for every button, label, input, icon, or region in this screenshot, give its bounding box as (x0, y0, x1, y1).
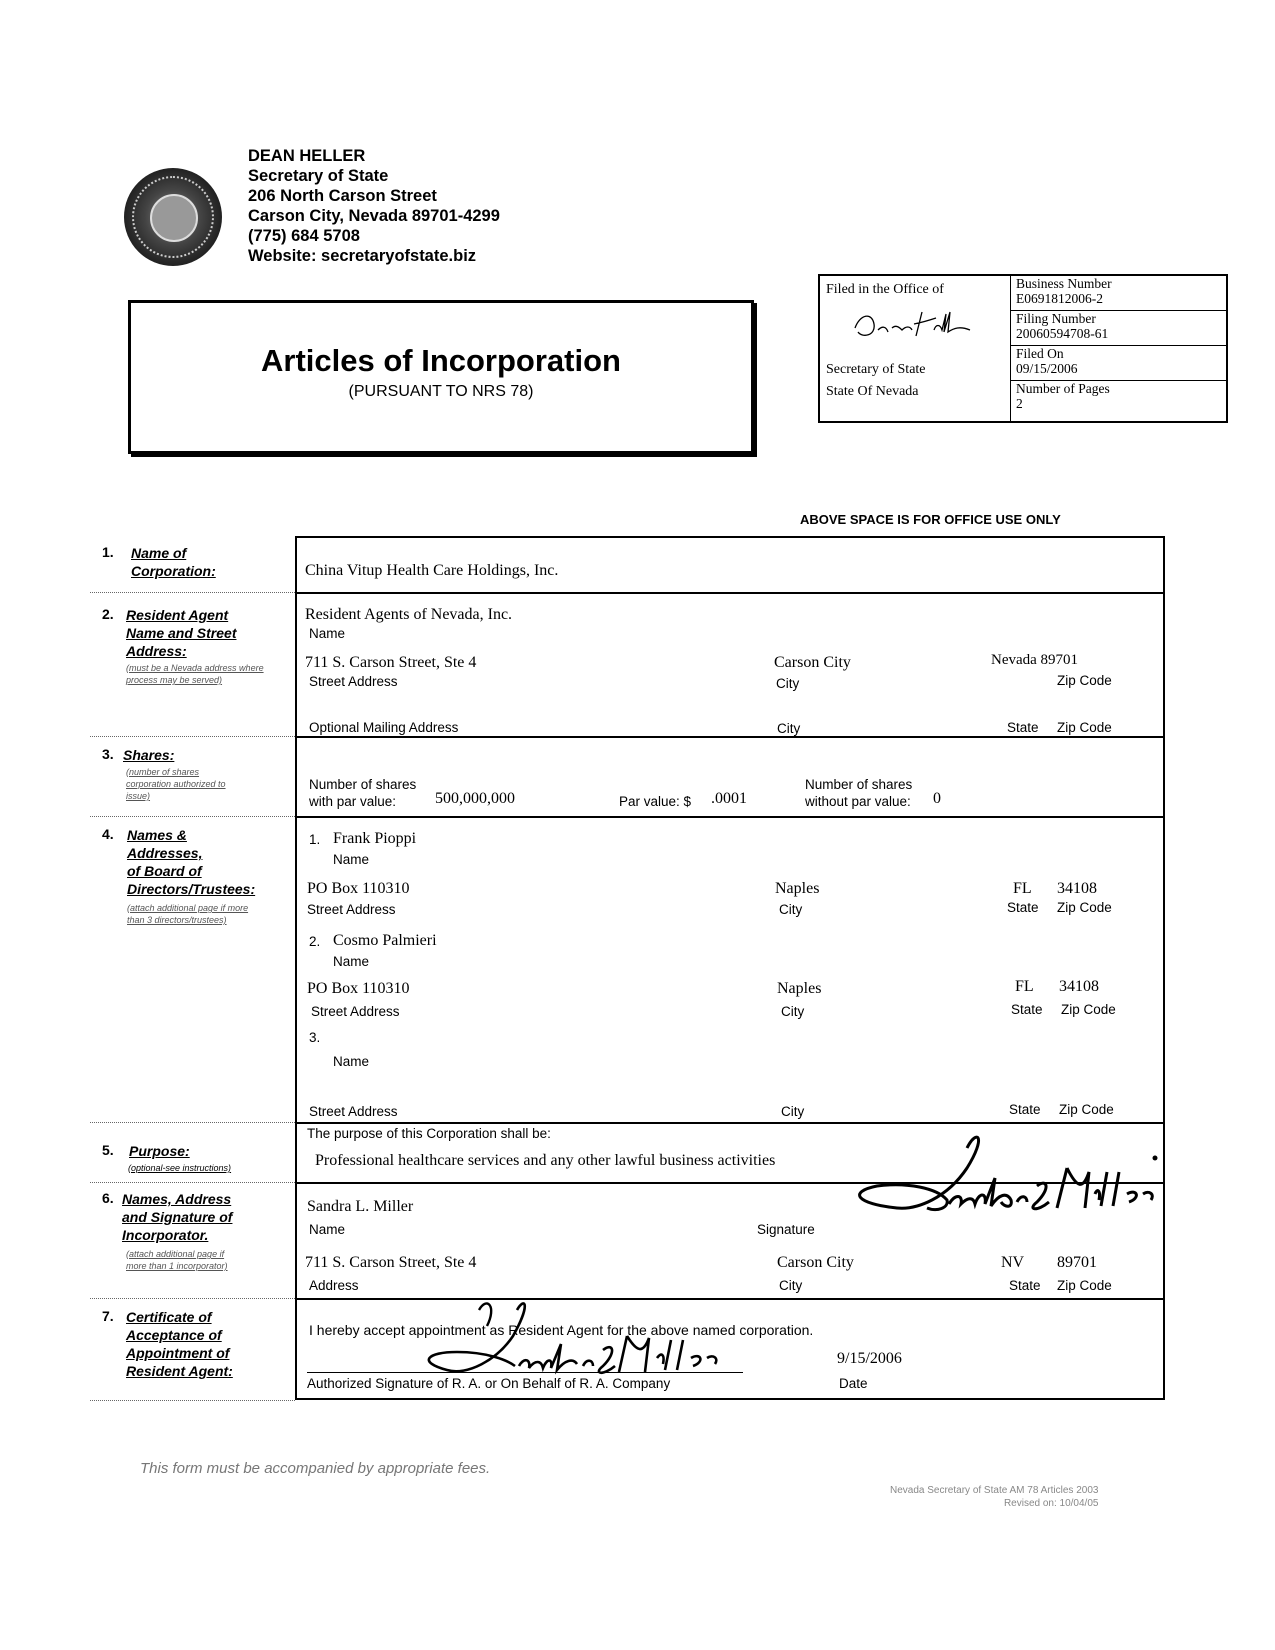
incorporator-state-label: State (1009, 1278, 1041, 1293)
par-value-label: Par value: $ (619, 794, 692, 809)
director-1-number: 1. (309, 832, 321, 847)
section-3-number: 3. (102, 746, 114, 762)
filing-number: 20060594708-61 (1016, 326, 1109, 341)
agent-street-label: Street Address (309, 674, 398, 689)
director-1-zip-label: Zip Code (1057, 900, 1112, 915)
director-3-city-label: City (781, 1104, 805, 1119)
revision-line-a: Nevada Secretary of State AM 78 Articles 2003 (890, 1485, 1099, 1496)
director-1-state-label: State (1007, 900, 1039, 915)
mailing-city-label: City (777, 721, 801, 736)
business-number-cell (1011, 276, 1227, 311)
purpose-intro: The purpose of this Corporation shall be: (307, 1126, 551, 1141)
director-3-zip-label: Zip Code (1059, 1102, 1114, 1117)
director-2-name: Cosmo Palmieri (333, 932, 437, 949)
resident-agent-signature (407, 1296, 727, 1401)
acceptance-statement: I hereby accept appointment as Resident Agent for the above named corporation. (309, 1322, 814, 1338)
director-1-name-label: Name (333, 852, 370, 867)
section-5-number: 5. (102, 1142, 114, 1158)
director-2-zip: 34108 (1059, 978, 1099, 995)
section-3-note: (number of shares corporation authorized to issue) (126, 767, 226, 801)
director-1-name: Frank Pioppi (333, 830, 417, 847)
section-4-label: Names & Addresses, of Board of Directors/Trustees: (127, 827, 256, 897)
section-6-note: (attach additional page if more than 1 incorporator) (126, 1249, 228, 1271)
section-3-label: Shares: (123, 747, 175, 763)
fees-notice: This form must be accompanied by appropriate fees. (140, 1460, 491, 1477)
office-website: Website: secretaryofstate.biz (248, 247, 477, 265)
secretary-of-state-header (248, 146, 500, 266)
agent-zip-label: Zip Code (1057, 673, 1112, 688)
director-3-number: 3. (309, 1030, 321, 1045)
business-number: E0691812006-2 (1016, 291, 1103, 306)
mailing-zip-label: Zip Code (1057, 720, 1112, 735)
acceptance-date-label: Date (839, 1376, 868, 1391)
filed-on-cell (1011, 346, 1227, 381)
director-1-city: Naples (775, 880, 820, 897)
incorporator-signature-label: Signature (757, 1222, 815, 1237)
shares-without-par-value: 0 (933, 790, 941, 807)
incorporator-address-label: Address (309, 1278, 359, 1293)
filing-signature (850, 306, 980, 347)
secretary-label: Secretary of State (826, 362, 926, 377)
section-7-number: 7. (102, 1308, 114, 1324)
incorporator-name-label: Name (309, 1222, 346, 1237)
incorporator-city-label: City (779, 1278, 803, 1293)
director-1-city-label: City (779, 902, 803, 917)
incorporator-signature (837, 1128, 1167, 1243)
office-phone: (775) 684 5708 (248, 227, 360, 245)
section-4-number: 4. (102, 826, 114, 842)
director-3-state-label: State (1009, 1102, 1041, 1117)
section-4-note: (attach additional page if more than 3 directors/trustees) (127, 903, 249, 925)
incorporator-address: 711 S. Carson Street, Ste 4 (305, 1254, 477, 1271)
director-2-zip-label: Zip Code (1061, 1002, 1116, 1017)
section-1-label: Name of Corporation: (131, 545, 216, 579)
resident-agent-name: Resident Agents of Nevada, Inc. (305, 606, 513, 623)
director-2-street: PO Box 110310 (307, 980, 410, 997)
director-3-street-label: Street Address (309, 1104, 398, 1119)
form-subtitle: (PURSUANT TO NRS 78) (348, 383, 534, 400)
director-1-zip: 34108 (1057, 880, 1097, 897)
purpose-text: Professional healthcare services and any other lawful business activities (315, 1152, 776, 1169)
director-2-name-label: Name (333, 954, 370, 969)
filed-in-label: Filed in the Office of (826, 282, 944, 297)
form-title: Articles of Incorporation (261, 343, 621, 378)
filed-on-date: 09/15/2006 (1016, 361, 1078, 376)
corporation-name: China Vitup Health Care Holdings, Inc. (305, 562, 559, 579)
director-1-street-label: Street Address (307, 902, 396, 917)
business-number-label: Business Number (1016, 276, 1112, 291)
section-2-number: 2. (102, 606, 114, 622)
director-2-city: Naples (777, 980, 822, 997)
office-use-notice: ABOVE SPACE IS FOR OFFICE USE ONLY (800, 512, 1061, 527)
director-1-street: PO Box 110310 (307, 880, 410, 897)
pages-label: Number of Pages (1016, 381, 1110, 396)
director-2-city-label: City (781, 1004, 805, 1019)
section-5-label: Purpose: (129, 1143, 190, 1159)
articles-form (295, 536, 1165, 1400)
pages-cell (1011, 381, 1227, 415)
filing-number-label: Filing Number (1016, 311, 1096, 326)
official-name: DEAN HELLER (248, 147, 366, 165)
revision-info (890, 1484, 1098, 1510)
filing-number-cell (1011, 311, 1227, 346)
agent-name-label: Name (309, 626, 346, 641)
acceptance-date: 9/15/2006 (837, 1350, 902, 1367)
par-value: .0001 (711, 790, 747, 807)
shares-with-par-label: Number of shares with par value: (309, 777, 417, 809)
incorporator-state: NV (1001, 1254, 1025, 1271)
office-street: 206 North Carson Street (248, 187, 437, 205)
section-2-note: (must be a Nevada address where process may be served) (126, 663, 264, 685)
office-title: Secretary of State (248, 167, 389, 185)
incorporator-city: Carson City (777, 1254, 854, 1271)
section-2-label: Resident Agent Name and Street Address: (126, 607, 237, 659)
section-6-label: Names, Address and Signature of Incorporator. (122, 1191, 233, 1243)
section-5-note: (optional-see instructions) (128, 1163, 232, 1173)
director-2-number: 2. (309, 934, 321, 949)
director-2-state-label: State (1011, 1002, 1043, 1017)
director-3-name-label: Name (333, 1054, 370, 1069)
director-2-state: FL (1015, 978, 1034, 995)
shares-with-par-value: 500,000,000 (435, 790, 515, 807)
filed-on-label: Filed On (1016, 346, 1064, 361)
revision-line-b: Revised on: 10/04/05 (1003, 1498, 1099, 1509)
agent-street: 711 S. Carson Street, Ste 4 (305, 654, 477, 671)
director-2-street-label: Street Address (311, 1004, 400, 1019)
authorized-signature-label: Authorized Signature of R. A. or On Behalf of R. A. Company (307, 1376, 671, 1391)
agent-city: Carson City (774, 654, 851, 671)
section-7-label: Certificate of Acceptance of Appointment of Resident Agent: (126, 1309, 233, 1379)
director-1-state: FL (1013, 880, 1032, 897)
office-city: Carson City, Nevada 89701-4299 (248, 207, 500, 225)
section-6-number: 6. (102, 1190, 114, 1206)
state-label: State Of Nevada (826, 384, 919, 399)
form-title-box (128, 300, 754, 454)
state-seal (124, 168, 222, 266)
section-1-number: 1. (102, 544, 114, 560)
mailing-address-label: Optional Mailing Address (309, 720, 459, 735)
office-use-box (818, 274, 1228, 423)
incorporator-zip-label: Zip Code (1057, 1278, 1112, 1293)
pages-count: 2 (1016, 396, 1023, 411)
agent-city-label: City (776, 676, 800, 691)
incorporator-zip: 89701 (1057, 1254, 1097, 1271)
mailing-state-label: State (1007, 720, 1039, 735)
shares-without-par-label: Number of shares without par value: (805, 777, 913, 809)
agent-state-zip: Nevada 89701 (991, 652, 1079, 668)
incorporator-name: Sandra L. Miller (307, 1198, 414, 1215)
